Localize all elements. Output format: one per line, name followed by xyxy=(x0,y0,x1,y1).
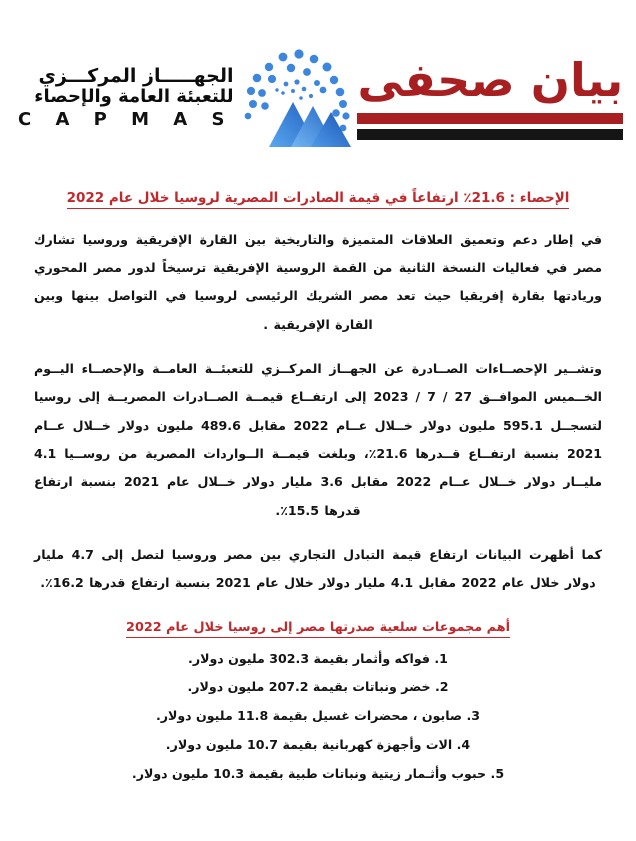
commodity-list xyxy=(34,645,602,790)
list-item xyxy=(34,673,602,702)
section-subheading xyxy=(34,620,602,635)
list-item-number: 4. xyxy=(456,737,471,753)
list-item-number: 5. xyxy=(490,766,505,782)
document-body xyxy=(34,188,602,789)
list-item-label: صابون ، محضرات غسيل بقيمة 11.8 مليون دولار. xyxy=(155,708,463,724)
banner-red-bar xyxy=(357,113,623,124)
list-item xyxy=(34,702,602,731)
capmas-acronym: C A P M A S xyxy=(18,109,234,131)
list-item-label: حبوب وأثـمار زيتية ونباتات طبية بقيمة 10.3 مليون دولار. xyxy=(131,766,487,782)
list-item-number: 1. xyxy=(434,650,448,666)
list-item-number: 2. xyxy=(434,679,449,695)
capmas-name-line-1: الجهـــــاز المركـــزي xyxy=(38,65,234,88)
list-item xyxy=(34,731,602,760)
list-item-number: 3. xyxy=(466,708,481,724)
paragraph-intro: في إطار دعم وتعميق العلاقات المتميزة والتاريخية بين القارة الإفريقية وروسيا تشارك مصر في فعاليات النسخة الثانية من القمة الروسية الإفريقية ترسيخاً لدور مصر المحوري وريادتها بقارة إفريقيا حيث تعد مصر الشريك الرئيسى لروسيا في التواصل بينها وبين القارة الإفريقية . xyxy=(34,231,602,332)
capmas-pyramids-icon xyxy=(239,46,357,150)
list-item-label: فواكه وأثمار بقيمة 302.3 مليون دولار. xyxy=(188,650,430,666)
press-release-banner xyxy=(357,53,624,139)
list-item-label: خضر ونباتات بقيمة 207.2 مليون دولار. xyxy=(187,679,431,695)
document-header xyxy=(18,28,624,168)
capmas-logo-wordmark xyxy=(18,66,233,129)
press-release-banner-label: بيان صحفى xyxy=(357,53,624,108)
capmas-name-line-2: للتعبئة العامة والإحصاء xyxy=(34,85,234,107)
page-title-text: الإحصاء : 21.6٪ ارتفاعاً في قيمة الصادرات المصرية لروسيا خلال عام 2022 xyxy=(67,190,570,209)
list-item xyxy=(34,760,602,789)
page-title xyxy=(34,188,602,210)
list-item xyxy=(34,645,602,674)
section-subheading-text: أهم مجموعات سلعية صدرتها مصر إلى روسيا خلال عام 2022 xyxy=(126,620,510,638)
paragraph-trade-balance: كما أظهرت البيانات ارتفاع قيمة التبادل التجاري بين مصر وروسيا لتصل إلى 4.7 مليار دولار خلال عام 2022 مقابل 4.1 مليار دولار خلال عام 2021 بنسبة ارتفاع قدرها 16.2٪. xyxy=(34,546,602,591)
list-item-label: الات وأجهزة كهربانية بقيمة 10.7 مليون دولار. xyxy=(165,737,453,753)
paragraph-statistics: وتشــير الإحصــاءات الصــادرة عن الجهــاز المركــزي للتعبئــة العامــة والإحصــاء اليــوم الخــميس الموافــق 27 / 7 / 2023 إلى ارتفــاع قيمــة الصــادرات المصريــة إلى روسيا لتسجــل 595.1 مليون دولار خــلال عــام 2022 مقابل 489.6 مليون دولار خــلال عــام 2021 بنسبة ارتفــاع قــدرها 21.6٪، وبلغت قيمــة الــواردات المصرية من روســيا 4.1 مليــار دولار خــلال عــام 2022 مقابل 3.6 مليار دولار خــلال عام 2021 بنسبة ارتفاع قدرها 15.5٪. xyxy=(34,360,602,518)
capmas-logo xyxy=(18,46,357,150)
banner-black-bar xyxy=(357,129,623,140)
